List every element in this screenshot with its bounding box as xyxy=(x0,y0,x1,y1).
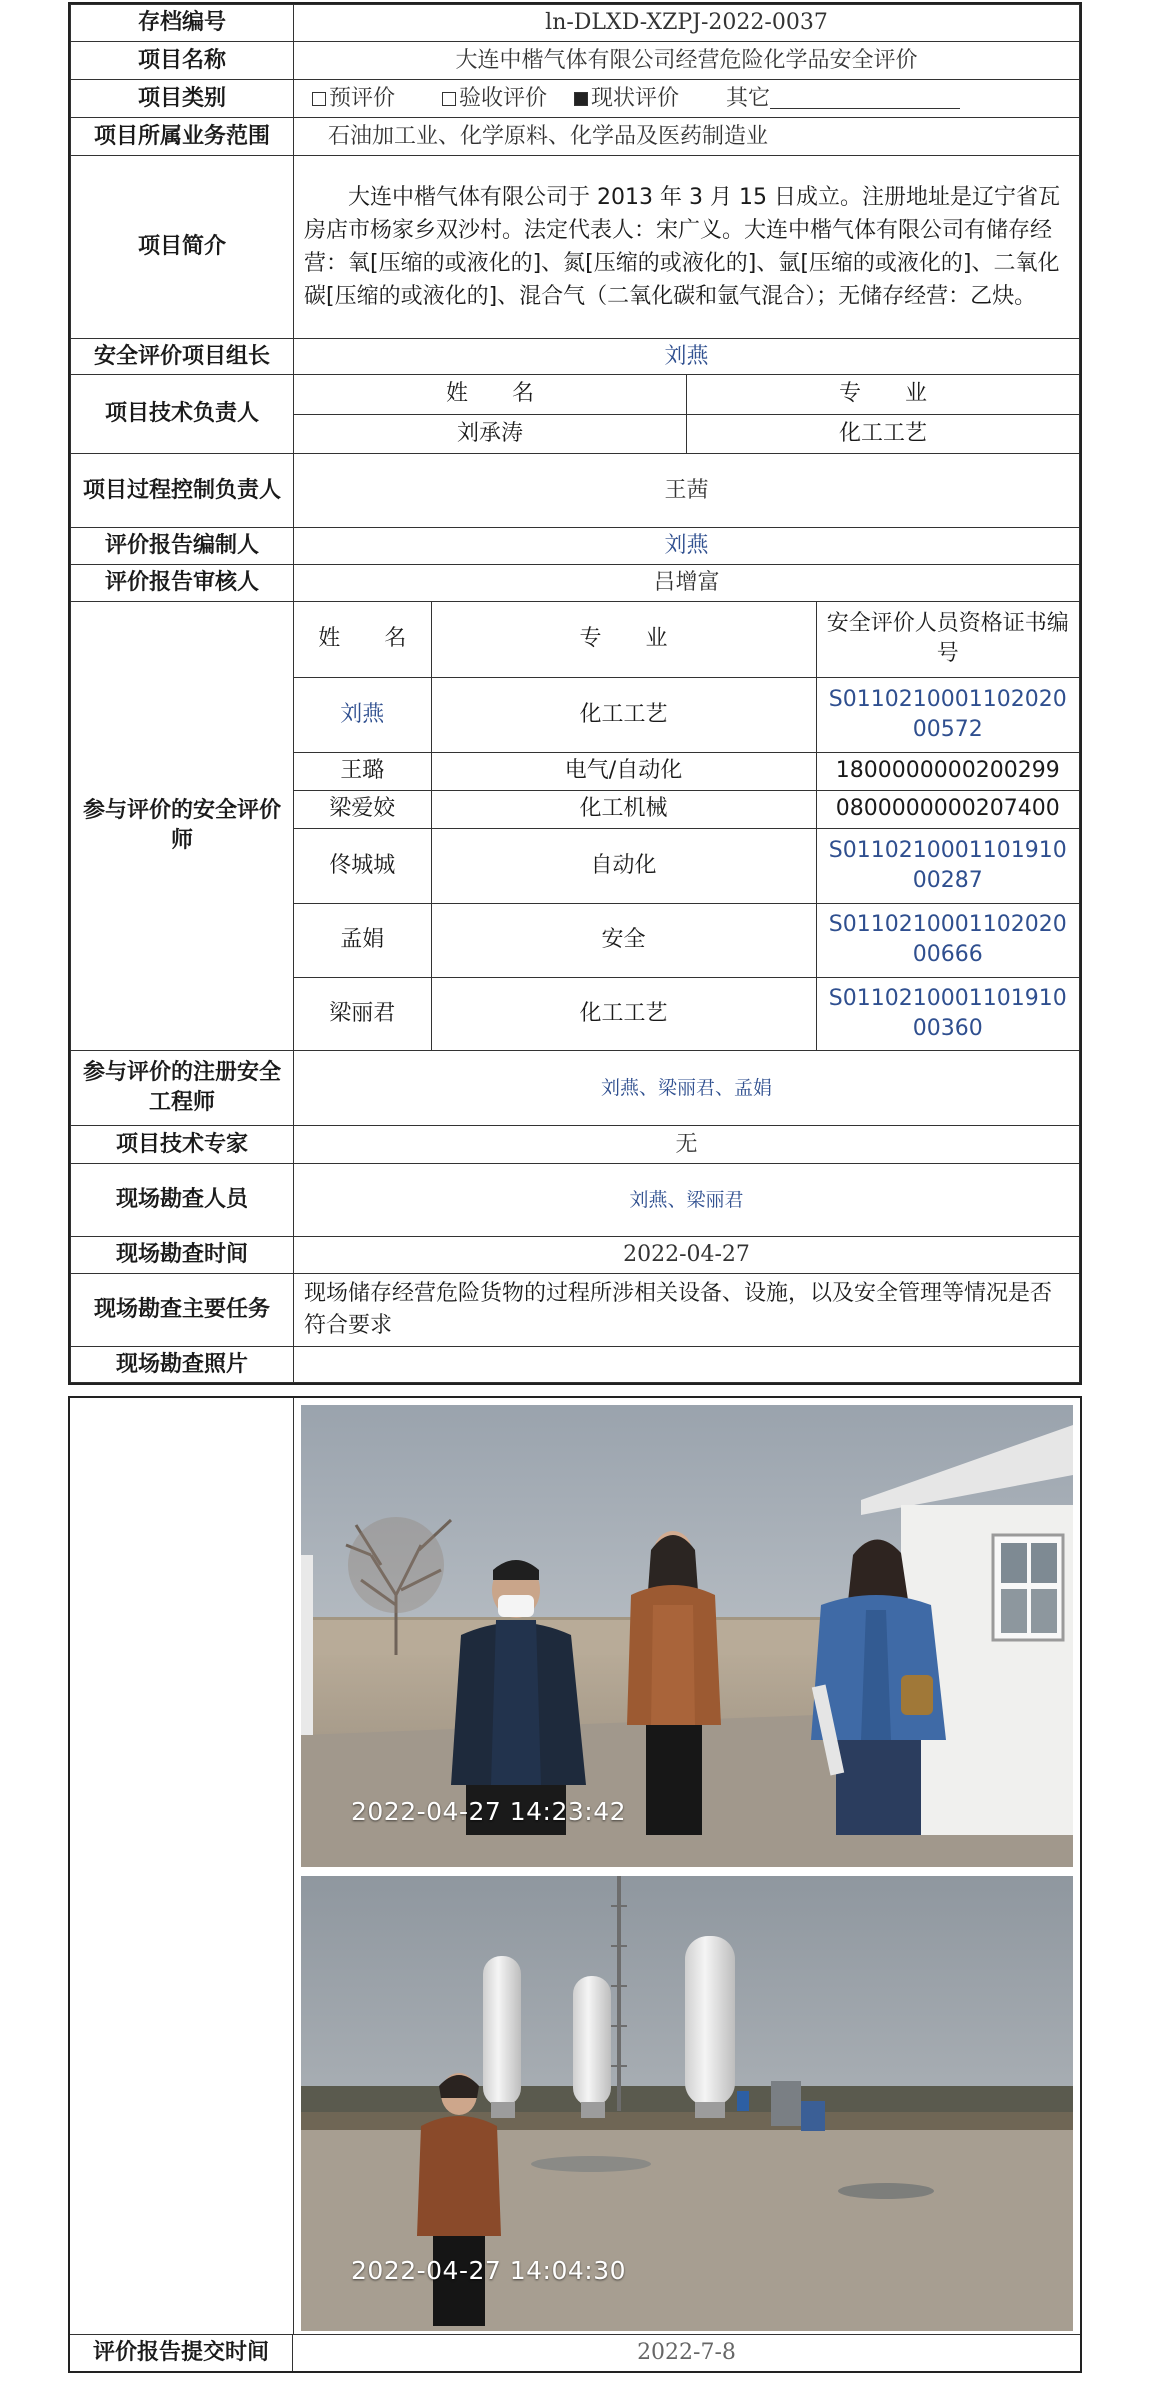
tech-lead-major: 化工工艺 xyxy=(687,414,1080,453)
business-scope-label: 项目所属业务范围 xyxy=(71,118,294,156)
assessor-cert: S011021000110202000572 xyxy=(816,677,1079,752)
summary-label: 项目简介 xyxy=(71,156,294,339)
assessors-label: 参与评价的安全评价师 xyxy=(71,602,294,1051)
team-leader: 刘燕 xyxy=(294,339,1080,375)
checkbox-icon xyxy=(312,92,326,106)
site-task: 现场储存经营危险货物的过程所涉相关设备、设施，以及安全管理等情况是否符合要求 xyxy=(294,1274,1080,1347)
assessor-name: 孟娟 xyxy=(294,903,431,977)
site-date-label: 现场勘查时间 xyxy=(71,1237,294,1274)
engineers-label: 参与评价的注册安全工程师 xyxy=(71,1051,294,1126)
assessor-major: 化工工艺 xyxy=(431,977,816,1050)
assessor-name: 梁丽君 xyxy=(294,977,431,1050)
project-summary: 大连中楷气体有限公司于 2013 年 3 月 15 日成立。注册地址是辽宁省瓦房店市杨家乡双沙村。法定代表人：宋广义。大连中楷气体有限公司有储存经营：氧[压缩的或液化的]、氮[压缩的或液化的]、氩[压缩的或液化的]、二氧化碳[压缩的或液化的]、混合气（二氧化碳和氩气混合）；无储存经营：乙炔。 xyxy=(294,156,1080,339)
archive-number: ln-DLXD-XZPJ-2022-0037 xyxy=(294,5,1080,42)
team-leader-label: 安全评价项目组长 xyxy=(71,339,294,375)
experts: 无 xyxy=(294,1126,1080,1164)
assessor-cert: S011021000110202000666 xyxy=(816,903,1079,977)
checkbox-checked-icon xyxy=(574,92,588,106)
assessors-table xyxy=(294,602,1079,1050)
submit-row xyxy=(70,2334,1080,2371)
tech-lead-table xyxy=(294,375,1079,453)
report-reviewer-label: 评价报告审核人 xyxy=(71,565,294,602)
assessor-major-header: 专 业 xyxy=(431,602,816,677)
submit-date: 2022-7-8 xyxy=(637,2340,736,2365)
assessor-cert: S011021000110191000287 xyxy=(816,828,1079,903)
project-name: 大连中楷气体有限公司经营危险化学品安全评价 xyxy=(294,42,1080,80)
project-type-label: 项目类别 xyxy=(71,80,294,118)
assessor-cert-header: 安全评价人员资格证书编号 xyxy=(816,602,1079,677)
assessor-major: 安全 xyxy=(431,903,816,977)
site-date: 2022-04-27 xyxy=(294,1237,1080,1274)
assessor-major: 电气/自动化 xyxy=(431,752,816,790)
assessor-major: 自动化 xyxy=(431,828,816,903)
option-current-eval: 现状评价 xyxy=(574,86,679,111)
process-lead: 王茜 xyxy=(294,454,1080,528)
evaluation-info-table xyxy=(68,2,1082,1385)
site-staff-label: 现场勘查人员 xyxy=(71,1164,294,1237)
engineers: 刘燕、梁丽君、孟娟 xyxy=(294,1051,1080,1126)
photo-column-divider xyxy=(293,1398,294,2335)
project-type-options xyxy=(294,80,1080,118)
tech-lead-label: 项目技术负责人 xyxy=(71,375,294,454)
option-pre-eval: 预评价 xyxy=(312,86,395,111)
site-task-label: 现场勘查主要任务 xyxy=(71,1274,294,1347)
process-lead-label: 项目过程控制负责人 xyxy=(71,454,294,528)
assessor-cert: 1800000000200299 xyxy=(816,752,1079,790)
assessor-name: 佟城城 xyxy=(294,828,431,903)
assessor-cert: S011021000110191000360 xyxy=(816,977,1079,1050)
site-staff: 刘燕、梁丽君 xyxy=(294,1164,1080,1237)
name-header: 姓 名 xyxy=(294,375,687,414)
report-author-label: 评价报告编制人 xyxy=(71,528,294,565)
assessor-name: 刘燕 xyxy=(294,677,431,752)
archive-label: 存档编号 xyxy=(71,5,294,42)
assessor-name-header: 姓 名 xyxy=(294,602,431,677)
site-photo-team xyxy=(301,1405,1073,1867)
other-blank-line xyxy=(770,86,960,109)
assessor-major: 化工机械 xyxy=(431,790,816,828)
photo1-timestamp: 2022-04-27 14:23:42 xyxy=(351,1797,627,1826)
photo2-timestamp: 2022-04-27 14:04:30 xyxy=(351,2256,627,2285)
major-header: 专 业 xyxy=(687,375,1080,414)
assessor-name: 王璐 xyxy=(294,752,431,790)
business-scope: 石油加工业、化学原料、化学品及医药制造业 xyxy=(294,118,1080,156)
experts-label: 项目技术专家 xyxy=(71,1126,294,1164)
option-acceptance-eval: 验收评价 xyxy=(442,86,547,111)
project-name-label: 项目名称 xyxy=(71,42,294,80)
checkbox-icon xyxy=(442,92,456,106)
tech-lead-name: 刘承涛 xyxy=(294,414,687,453)
option-other: 其它 xyxy=(726,86,960,111)
assessor-name: 梁爱姣 xyxy=(294,790,431,828)
site-photos-label: 现场勘查照片 xyxy=(71,1347,294,1383)
report-author: 刘燕 xyxy=(294,528,1080,565)
assessor-cert: 0800000000207400 xyxy=(816,790,1079,828)
site-photo-tanks xyxy=(301,1876,1073,2331)
assessor-major: 化工工艺 xyxy=(431,677,816,752)
submit-label: 评价报告提交时间 xyxy=(70,2335,293,2371)
report-reviewer: 吕增富 xyxy=(294,565,1080,602)
